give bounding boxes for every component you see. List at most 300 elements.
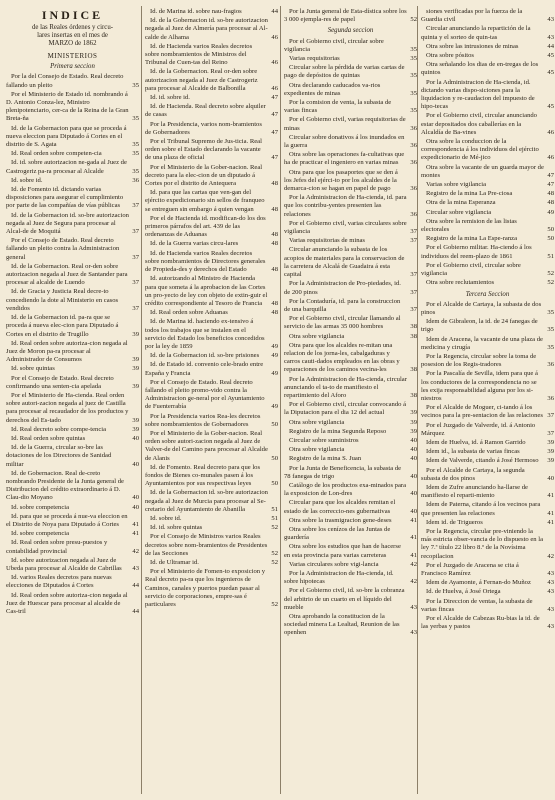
index-entry	[145, 215, 278, 240]
entry-text: Id. de la Gobernacion. Real or-den sobre autorizacion negada al Juez de Santander para procesar al alcalde de Luendo	[6, 262, 128, 287]
entry-page-number: 39	[410, 418, 417, 426]
index-entry	[284, 280, 417, 296]
entry-text: siones verificadas por la fuerza de la Guardia civil	[421, 8, 523, 24]
entry-text: Varias requisitorias	[289, 55, 340, 63]
entry-page-number: 35	[132, 141, 139, 149]
index-entry	[6, 314, 139, 339]
index-entry	[145, 413, 278, 429]
entry-text: Otra sobre los estudios que han de hacerse en esta provincia para varias carreteras	[284, 543, 401, 559]
entry-page-number: 35	[132, 150, 139, 158]
entry-text: Otra sobre pósitos	[426, 52, 474, 60]
entry-text: Id. de Huelva, á José Ortega	[426, 588, 501, 596]
entry-text: Por la Regencia, circular sobre la toma de posesion de los Regis-tradores	[421, 352, 537, 369]
entry-page-number: 52	[271, 601, 278, 609]
index-entry	[284, 401, 417, 417]
entry-page-number: 38	[410, 366, 417, 374]
entry-page-number: 49	[547, 208, 554, 216]
entry-text: Idem de Valverde, citando á José Hermoso	[426, 457, 539, 465]
index-entry	[284, 116, 417, 132]
entry-page-number: 37	[132, 279, 139, 287]
index-entry	[6, 177, 139, 185]
index-entry	[284, 587, 417, 612]
index-entry	[145, 361, 278, 377]
entry-page-number: 42	[132, 547, 139, 555]
entry-text: Id. Real orden sobre autoriza-cion negada al Juez de Moron pa-ra procesar al Administrador de Consumos	[6, 339, 128, 364]
entry-text: Por la Regencia, circular pre-viniendo la más estricta obser-vancia de lo dispuesto en la ley 7.ª título 22 libro 8.º de la Novísima recopilacion	[421, 527, 543, 560]
index-entry	[145, 121, 278, 137]
column-body	[284, 8, 417, 638]
index-entry	[421, 43, 554, 51]
index-entry	[145, 309, 278, 317]
index-entry	[6, 159, 139, 175]
entry-page-number: 35	[132, 81, 139, 89]
entry-page-number: 35	[547, 326, 554, 334]
entry-text: Id. de la Gobernacion id. so-bre autorizacion negada al Juez de Murcia para procesar al Se-cretario del Ayuntamiento de Abanilla	[145, 489, 268, 513]
entry-text: Id. de Marina id. sobre nau-fragios	[150, 8, 242, 15]
entry-page-number: 52	[271, 559, 278, 566]
section-heading: MINISTERIOS	[47, 52, 98, 60]
entry-text: Id. para que se proceda á nue-va eleccion en el Distrito de Noya para Diputado á Cortes	[6, 512, 128, 528]
index-entry	[421, 579, 554, 587]
index-entry	[421, 404, 554, 420]
entry-text: Por la del Consejo de Estado. Real decreto fallando un pleito	[6, 73, 124, 89]
subsection-heading: Segunda seccion	[327, 27, 374, 35]
index-entry	[284, 561, 417, 569]
entry-text: Registro de la mina La Pre-ciosa	[426, 190, 513, 198]
entry-page-number: 39	[547, 448, 554, 456]
entry-page-number: 43	[547, 605, 554, 613]
entry-page-number: 40	[547, 474, 554, 482]
index-entry	[6, 340, 139, 365]
index-entry	[6, 392, 139, 425]
entry-page-number: 52	[271, 549, 278, 557]
entry-page-number: 47	[271, 154, 278, 162]
entry-text: Otra sobre vigilancia	[289, 418, 345, 426]
index-entry	[145, 489, 278, 514]
entry-page-number: 36	[410, 159, 417, 167]
entry-text: Otra sobre vigilancia	[289, 332, 345, 340]
index-entry	[284, 376, 417, 401]
index-entry	[145, 103, 278, 119]
entry-page-number: 45	[547, 103, 554, 111]
entry-page-number: 35	[410, 72, 417, 80]
index-entry	[6, 263, 139, 288]
index-entry	[145, 559, 278, 567]
entry-page-number: 51	[547, 252, 554, 260]
index-entry	[145, 533, 278, 558]
entry-text: Por el Gobierno civil, circular sobre vigilancia	[421, 261, 521, 278]
entry-page-number: 41	[410, 551, 417, 559]
entry-text: Otra sobre las intrusiones de minas	[426, 42, 519, 50]
entry-page-number: 39	[132, 416, 139, 424]
index-entry	[6, 539, 139, 555]
entry-text: Por el Alcalde de Cabezas Ru-bias la id. de las yerbas y pastos	[421, 615, 540, 631]
entry-text: Id. de Estado id. convenio cele-brado entre España y Francia	[145, 361, 264, 377]
entry-page-number: 36	[410, 142, 417, 150]
index-entry	[421, 112, 554, 137]
index-entry	[421, 25, 554, 41]
entry-text: Por el Consejo de Estado. Real decreto confirmando una senten-cia apelada	[6, 374, 114, 390]
entry-text: Por la Administracion de Ha-cienda, id. para que los contribu-yentes presenten las relaciones	[284, 194, 407, 218]
entry-page-number: 49	[271, 369, 278, 377]
entry-text: Por el Gobierno civil, circular sobre vigilancia	[284, 37, 384, 53]
entry-page-number: 47	[271, 94, 278, 102]
entry-text: Id. de Hacienda varios Reales decretos sobre nombramientos de Directores generales de Propieda-des y derechos del Estado	[145, 249, 266, 274]
entry-page-number: 52	[547, 270, 554, 278]
entry-text: Otra sobre la vacante de un guarda mayor de montes	[421, 163, 544, 179]
entry-text: Circular sobre suministros	[289, 436, 359, 444]
entry-text: Idem de Gibraleon, la id. de 24 fanegas de trigo	[421, 318, 538, 334]
entry-page-number: 44	[547, 42, 554, 50]
entry-page-number: 36	[547, 361, 554, 369]
entry-page-number: 37	[132, 202, 139, 210]
entry-text: Id. Real decreto sobre compe-tencia	[11, 425, 107, 433]
entry-text: Id. de Gobernacion. Real de-creto nombrando Presidente de la Junta general de Distribucion del crédito extraordinario á D. Clau-dio Moyano	[6, 469, 124, 502]
index-entry	[145, 43, 278, 68]
page-title: INDICE	[41, 8, 104, 22]
entry-page-number: 40	[410, 446, 417, 454]
entry-text: Circular para que los alcaldes remitan el estado de las correccio-nes gubernativas	[284, 499, 396, 515]
index-column-2	[145, 8, 278, 610]
entry-page-number: 43	[547, 579, 554, 587]
entry-page-number: 43	[547, 588, 554, 596]
entry-text: Id. varios Reales decretos para nuevas elecciones de Diputados á Cortes	[6, 574, 112, 590]
entry-text: Id. de Hacienda. Real decreto sobre alquiler de casas	[145, 103, 266, 119]
entry-text: Idem de Aracena, la vacante de una plaza de medicina y cirugía	[421, 335, 543, 351]
entry-page-number: 50	[271, 420, 278, 428]
entry-page-number: 35	[410, 55, 417, 63]
entry-page-number: 44	[132, 582, 139, 590]
index-entry	[421, 615, 554, 631]
column-body	[145, 8, 278, 609]
index-entry	[6, 91, 139, 124]
entry-text: Por el Consejo de Estado. Real decreto fallando un pleito contra la Administracion general	[6, 237, 120, 261]
index-entry	[6, 237, 139, 262]
entry-page-number: 51	[271, 514, 278, 522]
entry-text: Por el Gobierno civil, circular convocando á la Diputacion para el dia 12 del actual	[284, 401, 406, 417]
entry-text: Id. Real orden sobre autoriza-cion negada al Juez de Huescar para procesar al alcalde de Cas-tril	[6, 591, 128, 615]
index-entry	[284, 99, 417, 115]
entry-text: Varias sobre vigilancia	[426, 181, 487, 189]
index-entry	[145, 250, 278, 275]
entry-text: Registro de la mina S. Juan	[289, 455, 362, 463]
entry-text: Idem de Zufre anunciando ha-llarse de manifiesto el reparti-miento	[421, 483, 528, 500]
index-entry	[284, 298, 417, 314]
index-entry	[6, 73, 139, 89]
entry-text: Otra de la mina Esperanza	[426, 199, 496, 207]
entry-page-number: 49	[271, 342, 278, 350]
entry-page-number: 47	[547, 181, 554, 189]
entry-text: Idem id., la subasta de varias fincas	[426, 448, 520, 456]
index-entry	[145, 464, 278, 489]
entry-page-number: 42	[547, 552, 554, 560]
entry-text: Id. sobre id.	[150, 514, 182, 522]
entry-text: Otra sobre vigilancia	[289, 446, 345, 454]
index-entry	[421, 164, 554, 180]
index-entry	[6, 150, 139, 158]
index-entry	[421, 79, 554, 112]
entry-text: Circular sobre donativos á los inundados en la guerra	[284, 133, 405, 150]
entry-page-number: 43	[410, 603, 417, 611]
index-entry	[421, 218, 554, 234]
entry-page-number: 39	[132, 356, 139, 364]
index-entry	[284, 455, 417, 463]
entry-page-number: 47	[271, 111, 278, 119]
entry-page-number: 48	[271, 266, 278, 274]
entry-text: Por la Junta general de Esta-dística sobre los 3 000 ejempla-res de papel	[284, 8, 407, 24]
entry-page-number: 48	[271, 309, 278, 317]
entry-page-number: 35	[132, 115, 139, 123]
index-entry	[421, 439, 554, 447]
entry-page-number: 39	[547, 438, 554, 446]
index-column-4	[421, 8, 554, 632]
entry-page-number: 50	[271, 480, 278, 488]
index-entry	[284, 526, 417, 542]
index-entry	[145, 8, 278, 16]
entry-text: Id. de Marina id. haciendo ex-tensivo á todos los trabajos que se instalen en el servicio del Estado los beneficios concedidos por la ley de 1859	[145, 318, 265, 350]
index-entry	[145, 240, 278, 248]
index-entry	[284, 8, 417, 24]
entry-page-number: 39	[132, 382, 139, 390]
entry-text: Idem id. de Trigueros	[426, 518, 483, 526]
entry-text: Otra sobre las operaciones fa-cultativas que ha de practicar el ingeniero en varias minas	[284, 151, 405, 167]
index-entry	[421, 598, 554, 614]
entry-page-number: 35	[410, 89, 417, 97]
entry-page-number: 43	[410, 629, 417, 637]
entry-text: Por la Pascalía de Sevilla, idem para que á los conductores de la correspondencia no se les exija responsabilidad alguna por los si-niestros	[421, 370, 538, 402]
entry-page-number: 41	[547, 518, 554, 526]
entry-text: Id. de Gracia y Justicia Real decre-to concediendo la dote al Ministerio en casos vendidos	[6, 288, 119, 312]
entry-text: Por la Direccion de ventas, la subasta de varias fincas	[421, 597, 533, 613]
entry-text: Por la comision de venta, la subasta de varias fincas	[284, 99, 392, 115]
index-column-3	[284, 8, 417, 639]
index-entry	[421, 448, 554, 456]
index-entry	[6, 375, 139, 391]
entry-text: Varias circulares sobre vigi-lancia	[289, 560, 379, 568]
entry-page-number: 41	[132, 520, 139, 528]
entry-page-number: 50	[547, 226, 554, 234]
entry-page-number: 43	[547, 623, 554, 631]
subsection-heading: Tercera Seccion	[465, 290, 510, 298]
entry-page-number: 52	[410, 16, 417, 24]
index-entry	[6, 592, 139, 617]
index-entry	[6, 513, 139, 529]
entry-text: Id. de Fomento. Real decreto para que los fondos de Bienes co-munales pasen á los Ayuntamientos por sus respectivas leyes	[145, 463, 261, 488]
entry-text: Id. de la Gobernacion id. so-bre prisiones	[150, 352, 260, 360]
entry-page-number: 38	[410, 323, 417, 331]
entry-text: Por la Presidencia varios Rea-les decretos sobre nombramientos de Gobernadores	[145, 412, 261, 428]
entry-text: Id. de la Gobernacion id. so-bre autorizacion negada al Juez de Almería para procesar al Al-calde de Alhama	[145, 17, 268, 41]
index-entry	[6, 426, 139, 434]
entry-text: Id. autorizando al Ministro de Hacienda para que someta á la aprobacion de las Cortes un pro-yecto de ley con objeto de extin-guir el crédito correspondiente al Tesoro de Francia	[145, 275, 268, 307]
entry-text: Por el Ministerio de la Gober-nacion. Real orden sobre autori-zacion negada al Juez de Valver-de del Camino para procesar al Alcalde de Alanis	[145, 429, 268, 462]
entry-page-number: 36	[547, 394, 554, 402]
index-entry	[284, 220, 417, 236]
entry-text: Circular anunciando la repartición de la quinta y el sorteo de quin-tas	[421, 25, 531, 41]
index-entry	[284, 134, 417, 150]
column-divider	[280, 6, 281, 794]
index-entry	[284, 38, 417, 54]
entry-text: Registro de la mina Segunda Reposo	[289, 427, 387, 435]
index-entry	[421, 52, 554, 60]
entry-page-number: 42	[410, 578, 417, 586]
index-entry	[421, 501, 554, 517]
entry-page-number: 35	[547, 343, 554, 351]
masthead	[6, 8, 139, 48]
entry-page-number: 43	[547, 570, 554, 577]
index-entry	[421, 467, 554, 483]
entry-page-number: 39	[547, 457, 554, 465]
index-entry	[6, 288, 139, 313]
entry-page-number: 35	[410, 107, 417, 115]
index-entry	[145, 515, 278, 523]
index-entry	[6, 212, 139, 237]
index-entry	[284, 315, 417, 331]
index-entry	[421, 353, 554, 369]
index-entry	[284, 151, 417, 167]
entry-text: Por el Ministerio de Estado id. nombrando á D. Antonio Conza-lez, Ministro plenipotenciario, cer-ca de la Reina de la Gran Breta-ña	[6, 90, 129, 123]
index-entry	[284, 499, 417, 515]
entry-text: Por el Ministerio de la Gober-nacion. Real decreto para la elec-cion de un diputado á Cortes por el distrito de Antequera	[145, 163, 263, 188]
index-entry	[145, 164, 278, 189]
index-entry	[6, 504, 139, 512]
index-entry	[284, 419, 417, 427]
index-entry	[145, 189, 278, 214]
index-entry	[284, 237, 417, 245]
index-entry	[284, 465, 417, 481]
column-divider	[417, 6, 418, 794]
index-entry	[6, 435, 139, 443]
entry-page-number: 40	[410, 455, 417, 463]
entry-text: Otra señalando los dias de en-tregas de los quintos	[421, 61, 539, 77]
index-entry	[421, 199, 554, 207]
entry-page-number: 37	[132, 228, 139, 236]
index-entry	[421, 519, 554, 527]
entry-page-number: 46	[271, 84, 278, 92]
index-entry	[284, 543, 417, 559]
index-entry	[421, 235, 554, 243]
index-entry	[284, 246, 417, 279]
entry-page-number: 38	[410, 332, 417, 340]
entry-page-number: 44	[132, 608, 139, 615]
index-entry	[421, 138, 554, 163]
entry-text: Por el Tribunal Supremo de Jus-ticia. Real orden sobre el Estado declarando la vacante de una plaza de oficial	[145, 138, 262, 162]
entry-text: Por el Gobierno civil, varias circulares sobre vigilancia	[284, 219, 407, 236]
index-entry	[6, 557, 139, 573]
entry-text: Registro de la mina La Espe-ranza	[426, 235, 517, 243]
entry-page-number: 40	[410, 507, 417, 515]
entry-page-number: 48	[271, 205, 278, 213]
entry-page-number: 37	[547, 429, 554, 437]
entry-text: Varias requisitorias de minas	[289, 237, 365, 245]
entry-text: Otra para que los pasaportes que se den á los Jefes del ejérci-to por los alcaldes de la demarca-cion se hagan en papel de pago	[284, 168, 398, 193]
entry-text: Id. id. sobre id.	[150, 94, 190, 102]
index-entry	[421, 318, 554, 334]
index-entry	[145, 318, 278, 351]
entry-page-number: 36	[410, 124, 417, 132]
index-entry	[284, 82, 417, 98]
entry-page-number: 39	[410, 427, 417, 435]
index-entry	[6, 125, 139, 150]
entry-page-number: 46	[547, 128, 554, 136]
index-entry	[421, 279, 554, 287]
entry-page-number: 37	[410, 228, 417, 236]
index-entry	[421, 244, 554, 260]
entry-page-number: 45	[547, 52, 554, 60]
entry-text: Por la Administracion de Ha-cienda, id. sobre hipotecas	[284, 570, 394, 586]
entry-page-number: 48	[271, 231, 278, 239]
index-column-1	[6, 8, 139, 617]
entry-text: Por la Administracion de Ha-cienda, circular anunciando el ta-to de manifiesto el repartimiento del Aforo	[284, 375, 407, 399]
column-body	[421, 8, 554, 631]
entry-text: Por el Ministerio de Fomen-to exposicion y Real decreto pa-ra que los ingenieros de Caminos, canales y puertos puedan pasar al servicio de corporaciones, empre-sas é particulares	[145, 568, 266, 609]
entry-page-number: 44	[271, 8, 278, 15]
entry-text: Id. Real orden sobre presu-puestos y contabilidad provincial	[6, 539, 108, 555]
index-entry	[145, 379, 278, 412]
entry-page-number: 41	[132, 530, 139, 538]
subtitle-line-3: MARZO de 1862	[48, 40, 97, 47]
entry-page-number: 40	[132, 503, 139, 511]
column-body	[6, 52, 139, 616]
index-entry	[284, 64, 417, 80]
entry-page-number: 48	[271, 240, 278, 248]
entry-page-number: 47	[271, 128, 278, 136]
index-entry	[421, 457, 554, 465]
entry-page-number: 48	[547, 199, 554, 207]
index-entry	[284, 169, 417, 194]
entry-text: Otra aprobando la constitucion de la sociedad minera La Lealtad, Reunion de las openhen	[284, 613, 400, 637]
entry-text: Otra sobre los cenízos de las Juntas de guardería	[284, 525, 391, 542]
index-entry	[145, 275, 278, 308]
entry-page-number: 37	[132, 253, 139, 261]
entry-page-number: 50	[547, 235, 554, 243]
entry-text: Circular sobre la pérdida de varias cartas de pago de depósitos de quintas	[284, 64, 405, 80]
entry-page-number: 39	[410, 409, 417, 417]
entry-text: Por la Presidencia, varios nom-bramientos de Gobernadores	[145, 120, 262, 136]
entry-page-number: 40	[410, 472, 417, 480]
subsection-heading: Primera seccion	[50, 63, 95, 71]
entry-page-number: 36	[132, 176, 139, 184]
entry-page-number: 43	[547, 33, 554, 41]
entry-page-number: 37	[410, 271, 417, 279]
index-entry	[145, 138, 278, 163]
index-entry	[145, 94, 278, 102]
entry-text: Por la Contaduría, id. para la construccion de una barquilla	[284, 297, 401, 313]
entry-text: Por el Juzgado de Aracena se cita á Francisco Ramírez	[421, 561, 519, 577]
entry-text: Por el Gobierno civil, circular anunciando estar depositados dos caballerías en la Alcaldía de Ba-vines	[421, 112, 537, 136]
entry-text: Por el Consejo de Ministros varios Reales decretos sobre nom-bramientos de Presidentes de las Secciones	[145, 533, 268, 557]
entry-text: Por la Junta de Beneficencia, la subasta de 78 fanegas de trigo	[284, 464, 402, 480]
entry-text: Por el Gobierno civil, circular llamando al servicio de las armas 35 000 hombres	[284, 315, 401, 331]
index-entry	[284, 517, 417, 525]
index-entry	[284, 437, 417, 445]
entry-page-number: 43	[132, 564, 139, 572]
entry-text: Circular sobre vigilancia	[426, 208, 492, 216]
entry-text: Otra sobre la remision de las listas electorales	[421, 217, 517, 234]
entry-text: Por el Alcalde de Cartaya, la segunda subasta de dos pinos	[421, 466, 525, 482]
index-entry	[284, 613, 417, 638]
entry-page-number: 45	[547, 69, 554, 77]
index-entry	[145, 68, 278, 93]
entry-page-number: 48	[271, 299, 278, 307]
entry-page-number: 46	[271, 59, 278, 67]
entry-text: Id. id. sobre autorizacion ne-gada al Juez de Castrogeriz pa-ra procesar al Alcalde	[6, 159, 127, 175]
entry-text: Id. para que las cartas que ven-gan del ejército expedicionario sin sellos de franqueo se entreguen sin embargo á quien vengan	[145, 189, 265, 213]
entry-text: Id. de Ultramar id.	[150, 559, 199, 566]
index-entry	[284, 570, 417, 586]
entry-page-number: 39	[132, 425, 139, 433]
index-entry	[421, 301, 554, 317]
